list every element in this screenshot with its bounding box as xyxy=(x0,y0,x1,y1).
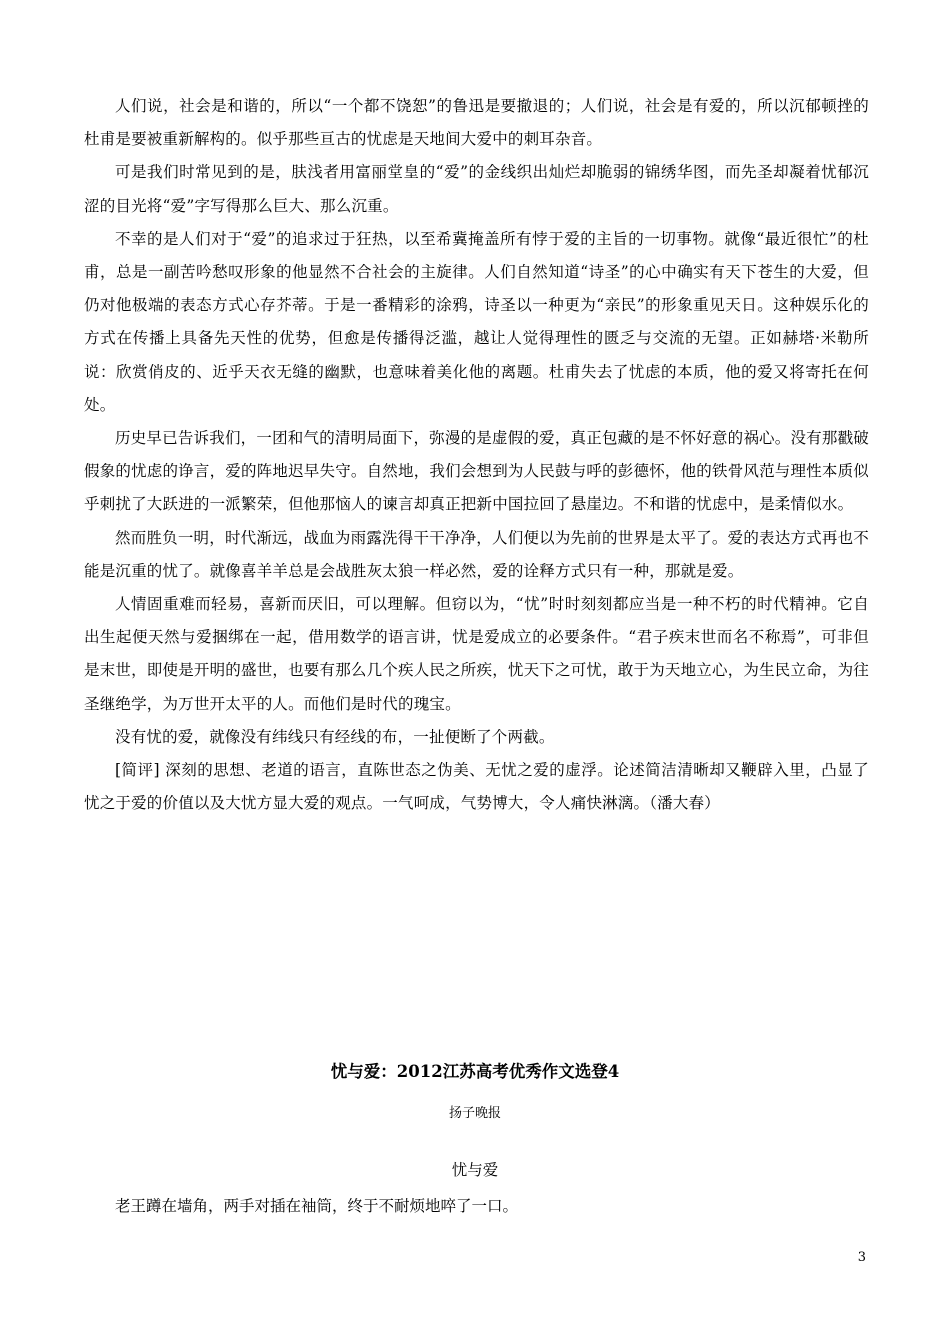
essay-body xyxy=(84,90,869,820)
page-number: 3 xyxy=(857,1250,866,1265)
paragraph-2: 可是我们时常见到的是，肤浅者用富丽堂皇的“爱”的金线织出灿烂却脆弱的锦绣华图，而先圣却凝着忧郁沉涩的目光将“爱”字写得那么巨大、那么沉重。 xyxy=(84,163,869,215)
paragraph-3: 不幸的是人们对于“爱”的追求过于狂热，以至希冀掩盖所有悖于爱的主旨的一切事物。就像“最近很忙”的杜甫，总是一副苦吟愁叹形象的他显然不合社会的主旋律。人们自然知道“诗圣”的心中确实有天下苍生的大爱，但仍对他极端的表态方式心存芥蒂。于是一番精彩的涂鸦，诗圣以一种更为“亲民”的形象重见天日。这种娱乐化的方式在传播上具备先天性的优势，但愈是传播得泛滥，越让人觉得理性的匮乏与交流的无望。正如赫塔·米勒所说：欣赏俏皮的、近乎天衣无缝的幽默，也意味着美化他的离题。杜甫失去了忧虑的本质，他的爱又将寄托在何处。 xyxy=(84,229,869,414)
review-comment: [简评] 深刻的思想、老道的语言，直陈世态之伪美、无忧之爱的虚浮。论述简洁清晰却又鞭辟入里，凸显了忧之于爱的价值以及大忧方显大爱的观点。一气呵成，气势博大，令人痛快淋漓。（潘大春） xyxy=(84,761,869,813)
paragraph-6: 人情固重难而轻易，喜新而厌旧，可以理解。但窃以为，“忧”时时刻刻都应当是一种不朽的时代精神。它自出生起便天然与爱捆绑在一起，借用数学的语言讲，忧是爱成立的必要条件。“君子疾末世而名不称焉”，可非但是末世，即使是开明的盛世，也要有那么几个疾人民之所疾，忧天下之可忧，敢于为天地立心，为生民立命，为往圣继绝学，为万世开太平的人。而他们是时代的瑰宝。 xyxy=(84,595,870,713)
opening-paragraph: 老王蹲在墙角，两手对插在袖筒，终于不耐烦地啐了一口。 xyxy=(115,1197,519,1215)
essay-subtitle: 忧与爱 xyxy=(451,1161,499,1179)
paragraph-5: 然而胜负一明，时代渐远，战血为雨露洗得干干净净，人们便以为先前的世界是太平了。爱的表达方式再也不能是沉重的忧了。就像喜羊羊总是会战胜灰太狼一样必然，爱的诠释方式只有一种，那就是爱。 xyxy=(84,528,869,580)
article-title: 忧与爱：2012江苏高考优秀作文选登4 xyxy=(330,1062,620,1081)
paragraph-1: 人们说，社会是和谐的，所以“一个都不饶恕”的鲁迅是要撤退的；人们说，社会是有爱的，所以沉郁顿挫的杜甫是要被重新解构的。似乎那些亘古的忧虑是天地间大爱中的刺耳杂音。 xyxy=(84,97,869,149)
paragraph-7: 没有忧的爱，就像没有纬线只有经线的布，一扯便断了个两截。 xyxy=(115,727,555,746)
paragraph-4: 历史早已告诉我们，一团和气的清明局面下，弥漫的是虚假的爱，真正包藏的是不怀好意的祸心。没有那戳破假象的忧虑的诤言，爱的阵地迟早失守。自然地，我们会想到为人民鼓与呼的彭德怀，他的铁骨风范与理性本质似乎刺扰了大跃进的一派繁荣，但他那恼人的谏言却真正把新中国拉回了悬崖边。不和谐的忧虑中，是柔情似水。 xyxy=(84,429,870,514)
article-source: 扬子晚报 xyxy=(448,1106,501,1121)
